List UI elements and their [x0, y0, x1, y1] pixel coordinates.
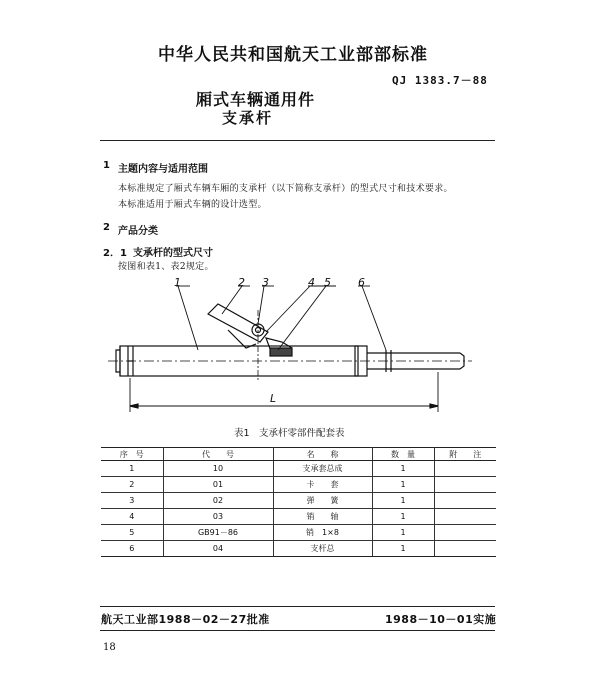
table-cell: 5 [101, 525, 163, 541]
issuing-organization: 中华人民共和国航天工业部部标准 [158, 45, 428, 65]
table-caption: 表1 支承杆零部件配套表 [234, 428, 345, 439]
table-cell: 01 [163, 477, 273, 493]
table-cell: 2 [101, 477, 163, 493]
table-cell: 4 [101, 509, 163, 525]
table-cell: 卡 套 [273, 477, 372, 493]
callout-5: 5 [324, 276, 331, 289]
table-cell: 1 [372, 509, 434, 525]
parts-table [101, 447, 496, 557]
section-2-title: 产品分类 [118, 226, 158, 237]
table-cell: 02 [163, 493, 273, 509]
table-row [101, 541, 496, 557]
callout-3: 3 [262, 276, 269, 289]
table-cell: 04 [163, 541, 273, 557]
table-row [101, 493, 496, 509]
table-cell: 03 [163, 509, 273, 525]
table-cell: 1 [372, 477, 434, 493]
table-cell: 销 1×8 [273, 525, 372, 541]
footer-rule [100, 606, 495, 607]
header-cell: 代 号 [163, 448, 273, 461]
table-cell: 1 [372, 541, 434, 557]
table-cell [434, 525, 496, 541]
effective-date: 1988－10－01实施 [385, 613, 497, 626]
document-subtitle: 支承杆 [222, 109, 274, 127]
standard-code: QJ 1383.7－88 [392, 74, 488, 87]
callout-4: 4 [308, 276, 315, 289]
header-cell: 名 称 [273, 448, 372, 461]
section-1-text-2: 本标准适用于厢式车辆的设计选型。 [118, 200, 267, 210]
table-cell: 1 [372, 525, 434, 541]
table-cell: 10 [163, 461, 273, 477]
callout-2: 2 [238, 276, 245, 289]
table-cell [434, 477, 496, 493]
table-cell: GB91－86 [163, 525, 273, 541]
approval-line: 航天工业部1988－02－27批准 [101, 613, 270, 626]
header-rule [100, 140, 495, 141]
table-cell [434, 509, 496, 525]
table-cell: 6 [101, 541, 163, 557]
table-cell: 3 [101, 493, 163, 509]
support-rod-drawing [100, 270, 500, 420]
section-2-1-title: 支承杆的型式尺寸 [133, 248, 213, 259]
header-cell: 数 量 [372, 448, 434, 461]
table-row [101, 509, 496, 525]
table-cell: 1 [372, 461, 434, 477]
table-cell: 支杆总 [273, 541, 372, 557]
section-1-text-1: 本标准规定了厢式车辆车厢的支承杆（以下简称支承杆）的型式尺寸和技术要求。 [118, 184, 453, 194]
table-header-row [101, 448, 496, 461]
section-2-1-number: 2．1 [103, 248, 127, 259]
table-row [101, 461, 496, 477]
section-1-number: 1 [103, 160, 110, 171]
page-number: 18 [103, 642, 116, 653]
section-2-1-text: 按图和表1、表2规定。 [118, 262, 214, 272]
table-cell: 1 [101, 461, 163, 477]
header-cell: 序 号 [101, 448, 163, 461]
table-row [101, 477, 496, 493]
section-2-number: 2 [103, 222, 110, 233]
table-cell [434, 541, 496, 557]
footer-bottom-rule [100, 630, 495, 631]
section-1-title: 主题内容与适用范围 [118, 164, 208, 175]
table-cell [434, 493, 496, 509]
table-cell: 销 轴 [273, 509, 372, 525]
table-cell: 1 [372, 493, 434, 509]
callout-6: 6 [358, 276, 365, 289]
document-title: 厢式车辆通用件 [196, 90, 316, 109]
table-cell [434, 461, 496, 477]
table-cell: 弹 簧 [273, 493, 372, 509]
table-cell: 支承套总成 [273, 461, 372, 477]
callout-1: 1 [174, 276, 181, 289]
table-row [101, 525, 496, 541]
dimension-L-label: L [270, 392, 277, 405]
header-cell: 附 注 [434, 448, 496, 461]
